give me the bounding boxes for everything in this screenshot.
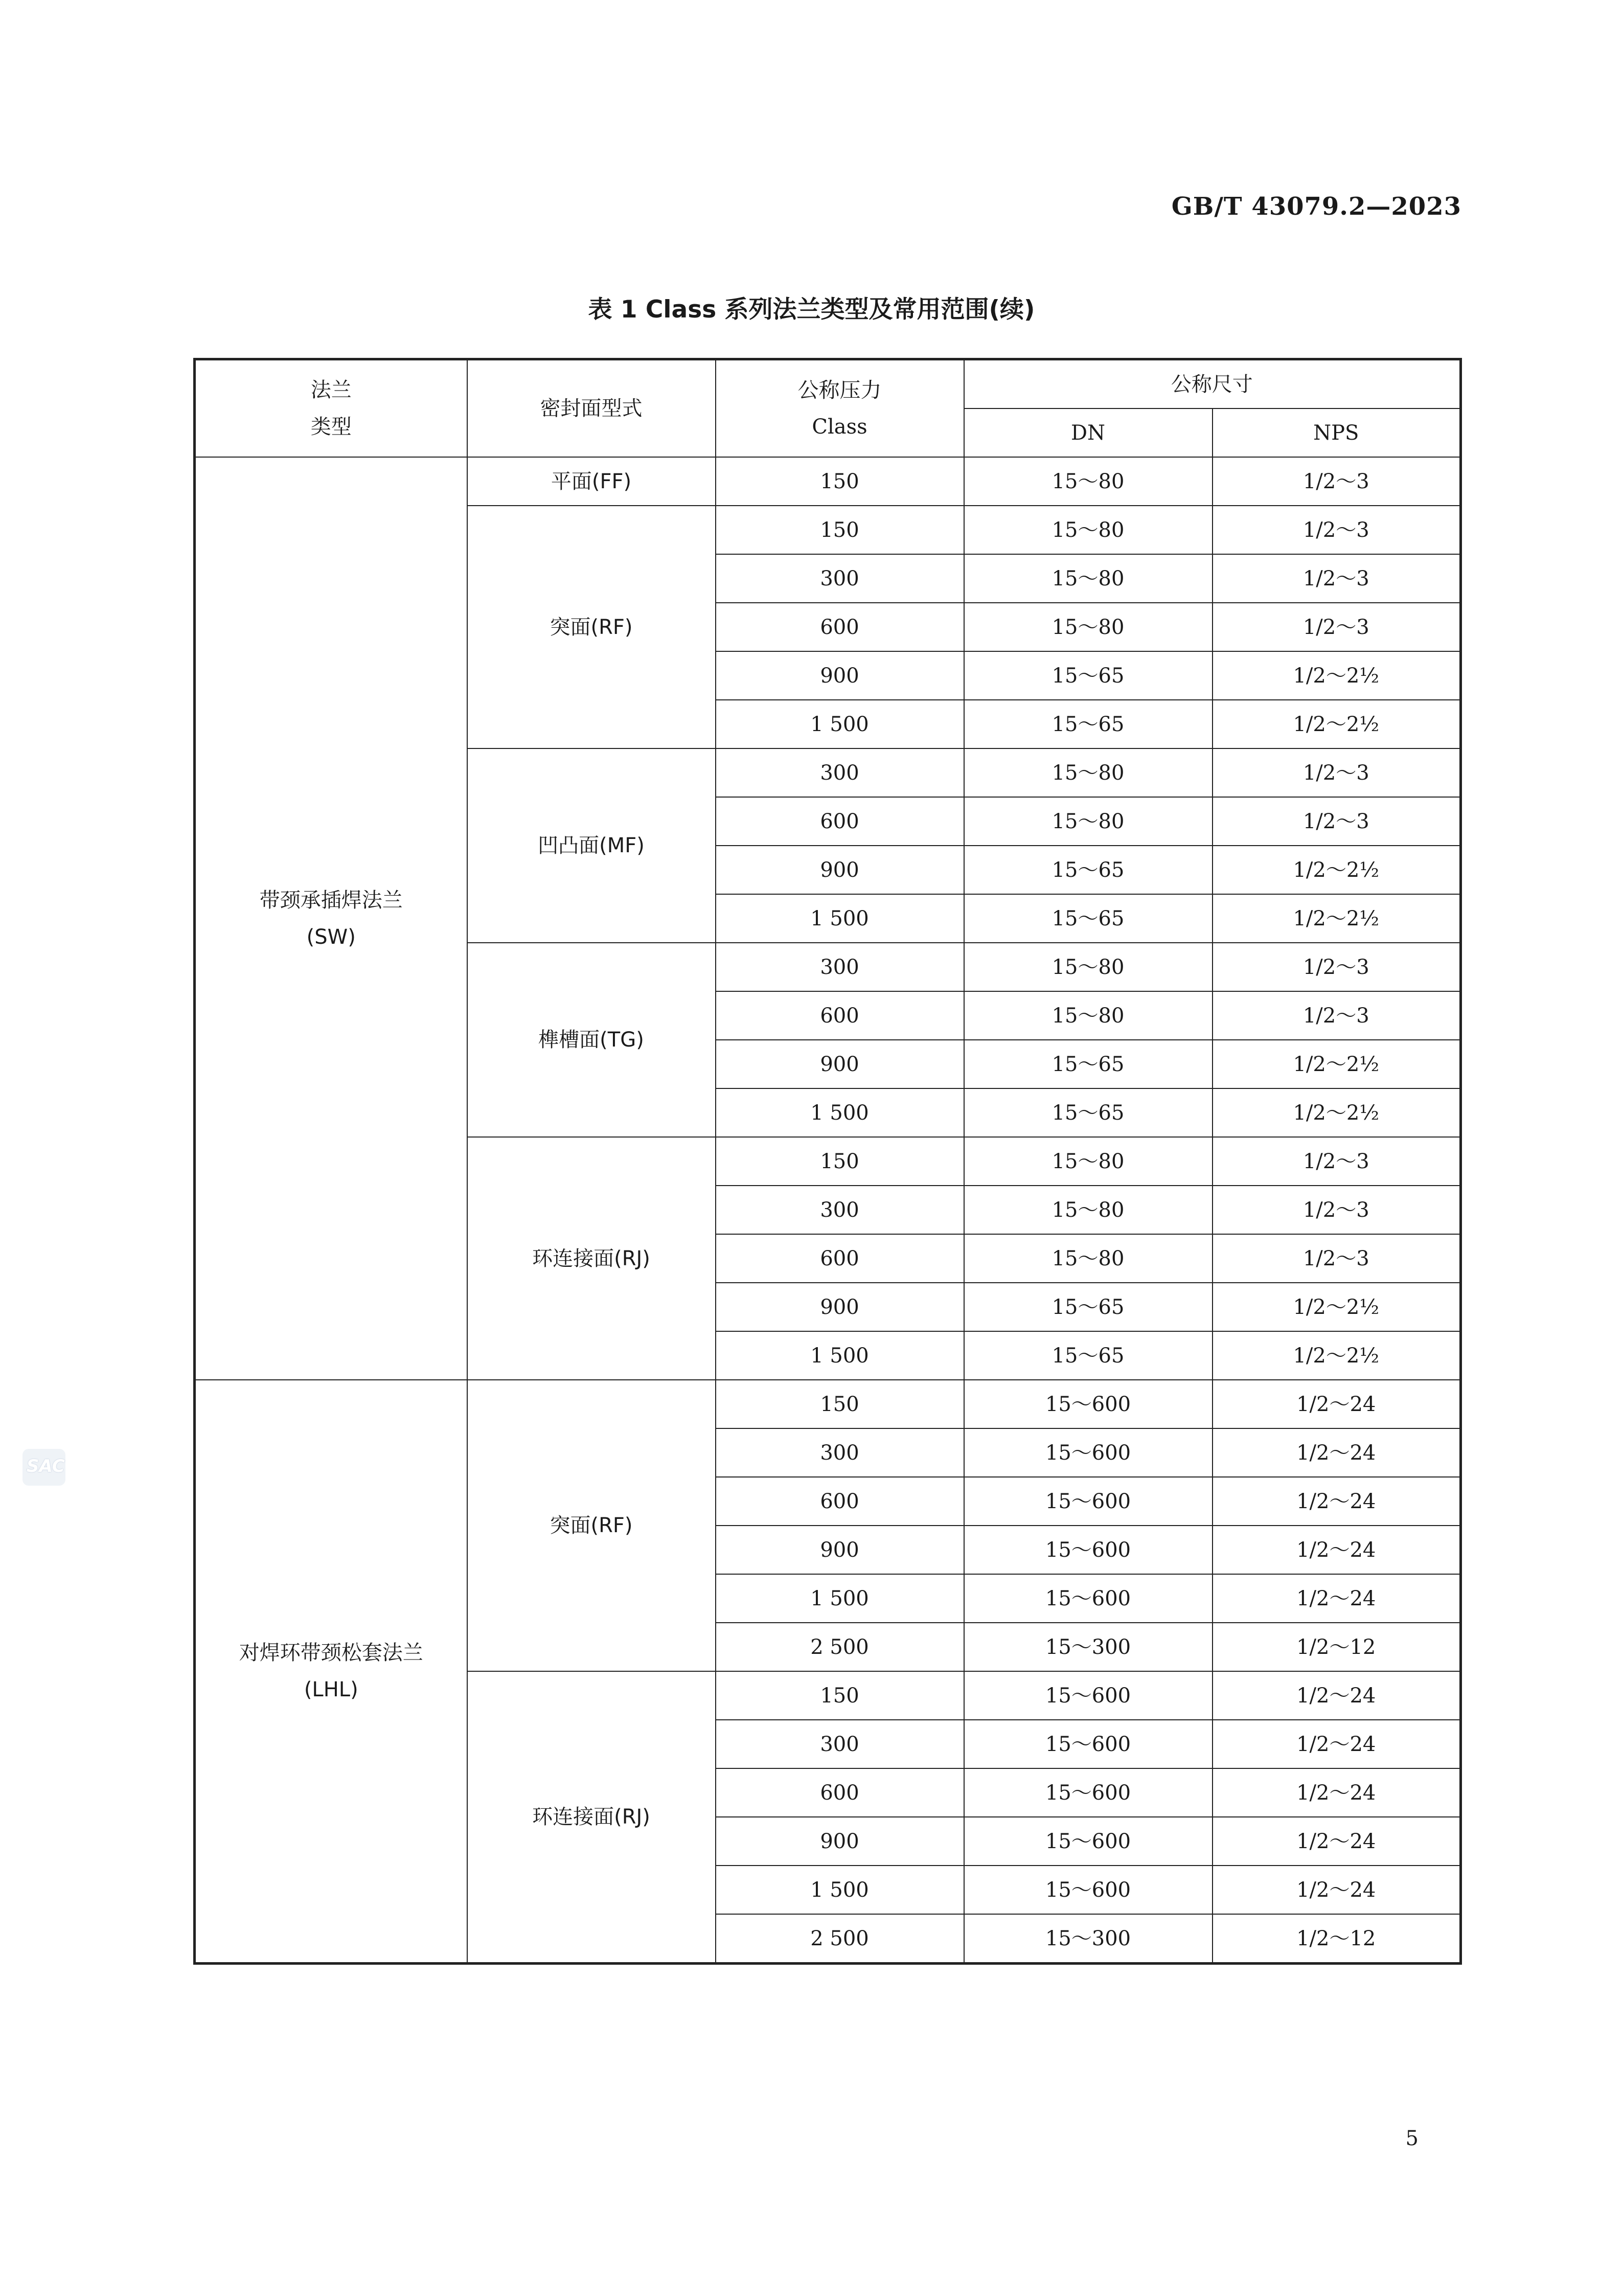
dn-cell: 15～65 bbox=[964, 1040, 1213, 1088]
nps-cell: 1/2～2½ bbox=[1213, 651, 1461, 700]
nps-cell: 1/2～2½ bbox=[1213, 700, 1461, 748]
dn-cell: 15～80 bbox=[964, 991, 1213, 1040]
table-caption: 表 1 Class 系列法兰类型及常用范围(续) bbox=[588, 295, 1035, 324]
sac-watermark-logo: SAC bbox=[22, 1449, 65, 1486]
nps-cell: 1/2～2½ bbox=[1213, 846, 1461, 894]
nps-cell: 1/2～24 bbox=[1213, 1720, 1461, 1768]
dn-cell: 15～600 bbox=[964, 1866, 1213, 1914]
dn-cell: 15～600 bbox=[964, 1477, 1213, 1526]
dn-cell: 15～65 bbox=[964, 1088, 1213, 1137]
header-pressure: 公称压力 Class bbox=[716, 359, 964, 458]
dn-cell: 15～600 bbox=[964, 1574, 1213, 1623]
dn-cell: 15～600 bbox=[964, 1671, 1213, 1720]
pressure-class-cell: 1 500 bbox=[716, 1574, 964, 1623]
pressure-class-cell: 900 bbox=[716, 1817, 964, 1866]
table-row bbox=[195, 1380, 1461, 1428]
nps-cell: 1/2～24 bbox=[1213, 1574, 1461, 1623]
pressure-class-cell: 2 500 bbox=[716, 1623, 964, 1671]
nps-cell: 1/2～3 bbox=[1213, 943, 1461, 991]
nps-cell: 1/2～2½ bbox=[1213, 1040, 1461, 1088]
nps-cell: 1/2～3 bbox=[1213, 506, 1461, 554]
flange-type-cell: 对焊环带颈松套法兰 (LHL) bbox=[195, 1380, 467, 1964]
pressure-class-cell: 2 500 bbox=[716, 1914, 964, 1964]
pressure-class-cell: 150 bbox=[716, 1671, 964, 1720]
seal-face-cell: 环连接面(RJ) bbox=[467, 1137, 716, 1380]
dn-cell: 15～65 bbox=[964, 1331, 1213, 1380]
pressure-class-cell: 900 bbox=[716, 846, 964, 894]
nps-cell: 1/2～3 bbox=[1213, 991, 1461, 1040]
header-row bbox=[195, 359, 1461, 409]
pressure-class-cell: 600 bbox=[716, 603, 964, 651]
pressure-class-cell: 300 bbox=[716, 943, 964, 991]
flange-type-cell: 带颈承插焊法兰 (SW) bbox=[195, 457, 467, 1380]
dn-cell: 15～600 bbox=[964, 1428, 1213, 1477]
dn-cell: 15～65 bbox=[964, 651, 1213, 700]
standard-number: GB/T 43079.2—2023 bbox=[1171, 192, 1461, 221]
pressure-class-cell: 1 500 bbox=[716, 894, 964, 943]
pressure-class-cell: 600 bbox=[716, 797, 964, 846]
seal-face-cell: 环连接面(RJ) bbox=[467, 1671, 716, 1964]
nps-cell: 1/2～2½ bbox=[1213, 894, 1461, 943]
dn-cell: 15～65 bbox=[964, 1283, 1213, 1331]
nps-cell: 1/2～12 bbox=[1213, 1623, 1461, 1671]
table-row bbox=[195, 457, 1461, 506]
dn-cell: 15～300 bbox=[964, 1623, 1213, 1671]
pressure-class-cell: 1 500 bbox=[716, 1866, 964, 1914]
flange-range-table bbox=[193, 358, 1462, 1965]
pressure-class-cell: 900 bbox=[716, 1283, 964, 1331]
pressure-class-cell: 600 bbox=[716, 1768, 964, 1817]
dn-cell: 15～80 bbox=[964, 797, 1213, 846]
nps-cell: 1/2～24 bbox=[1213, 1477, 1461, 1526]
header-dn: DN bbox=[964, 408, 1213, 457]
pressure-class-cell: 150 bbox=[716, 457, 964, 506]
dn-cell: 15～600 bbox=[964, 1720, 1213, 1768]
page-number: 5 bbox=[1405, 2127, 1419, 2150]
nps-cell: 1/2～24 bbox=[1213, 1428, 1461, 1477]
dn-cell: 15～80 bbox=[964, 506, 1213, 554]
seal-face-cell: 平面(FF) bbox=[467, 457, 716, 506]
pressure-class-cell: 1 500 bbox=[716, 1088, 964, 1137]
pressure-class-cell: 900 bbox=[716, 1526, 964, 1574]
pressure-class-cell: 900 bbox=[716, 1040, 964, 1088]
dn-cell: 15～65 bbox=[964, 700, 1213, 748]
dn-cell: 15～80 bbox=[964, 1137, 1213, 1186]
pressure-class-cell: 150 bbox=[716, 1137, 964, 1186]
pressure-class-cell: 300 bbox=[716, 748, 964, 797]
nps-cell: 1/2～3 bbox=[1213, 1137, 1461, 1186]
nps-cell: 1/2～12 bbox=[1213, 1914, 1461, 1964]
nps-cell: 1/2～3 bbox=[1213, 603, 1461, 651]
pressure-class-cell: 600 bbox=[716, 1477, 964, 1526]
pressure-class-cell: 300 bbox=[716, 1720, 964, 1768]
nps-cell: 1/2～3 bbox=[1213, 748, 1461, 797]
dn-cell: 15～80 bbox=[964, 1186, 1213, 1234]
dn-cell: 15～80 bbox=[964, 1234, 1213, 1283]
dn-cell: 15～600 bbox=[964, 1768, 1213, 1817]
dn-cell: 15～80 bbox=[964, 943, 1213, 991]
pressure-class-cell: 900 bbox=[716, 651, 964, 700]
seal-face-cell: 凹凸面(MF) bbox=[467, 748, 716, 943]
nps-cell: 1/2～24 bbox=[1213, 1671, 1461, 1720]
header-nps: NPS bbox=[1213, 408, 1461, 457]
nps-cell: 1/2～3 bbox=[1213, 1186, 1461, 1234]
nps-cell: 1/2～2½ bbox=[1213, 1283, 1461, 1331]
pressure-class-cell: 300 bbox=[716, 554, 964, 603]
seal-face-cell: 突面(RF) bbox=[467, 1380, 716, 1671]
pressure-class-cell: 1 500 bbox=[716, 1331, 964, 1380]
dn-cell: 15～65 bbox=[964, 894, 1213, 943]
header-seal-face: 密封面型式 bbox=[467, 359, 716, 458]
dn-cell: 15～600 bbox=[964, 1380, 1213, 1428]
dn-cell: 15～80 bbox=[964, 554, 1213, 603]
seal-face-cell: 榫槽面(TG) bbox=[467, 943, 716, 1137]
dn-cell: 15～300 bbox=[964, 1914, 1213, 1964]
pressure-class-cell: 600 bbox=[716, 991, 964, 1040]
nps-cell: 1/2～24 bbox=[1213, 1866, 1461, 1914]
pressure-class-cell: 1 500 bbox=[716, 700, 964, 748]
dn-cell: 15～80 bbox=[964, 748, 1213, 797]
nps-cell: 1/2～2½ bbox=[1213, 1088, 1461, 1137]
pressure-class-cell: 150 bbox=[716, 1380, 964, 1428]
nps-cell: 1/2～3 bbox=[1213, 1234, 1461, 1283]
seal-face-cell: 突面(RF) bbox=[467, 506, 716, 748]
nps-cell: 1/2～3 bbox=[1213, 457, 1461, 506]
pressure-class-cell: 300 bbox=[716, 1186, 964, 1234]
pressure-class-cell: 150 bbox=[716, 506, 964, 554]
dn-cell: 15～80 bbox=[964, 603, 1213, 651]
dn-cell: 15～600 bbox=[964, 1526, 1213, 1574]
nps-cell: 1/2～24 bbox=[1213, 1817, 1461, 1866]
header-flange-type: 法兰 类型 bbox=[195, 359, 467, 458]
nps-cell: 1/2～24 bbox=[1213, 1526, 1461, 1574]
nps-cell: 1/2～3 bbox=[1213, 554, 1461, 603]
dn-cell: 15～600 bbox=[964, 1817, 1213, 1866]
nps-cell: 1/2～24 bbox=[1213, 1768, 1461, 1817]
nps-cell: 1/2～24 bbox=[1213, 1380, 1461, 1428]
nps-cell: 1/2～2½ bbox=[1213, 1331, 1461, 1380]
pressure-class-cell: 600 bbox=[716, 1234, 964, 1283]
header-nominal-size: 公称尺寸 bbox=[964, 359, 1461, 409]
pressure-class-cell: 300 bbox=[716, 1428, 964, 1477]
dn-cell: 15～80 bbox=[964, 457, 1213, 506]
dn-cell: 15～65 bbox=[964, 846, 1213, 894]
nps-cell: 1/2～3 bbox=[1213, 797, 1461, 846]
